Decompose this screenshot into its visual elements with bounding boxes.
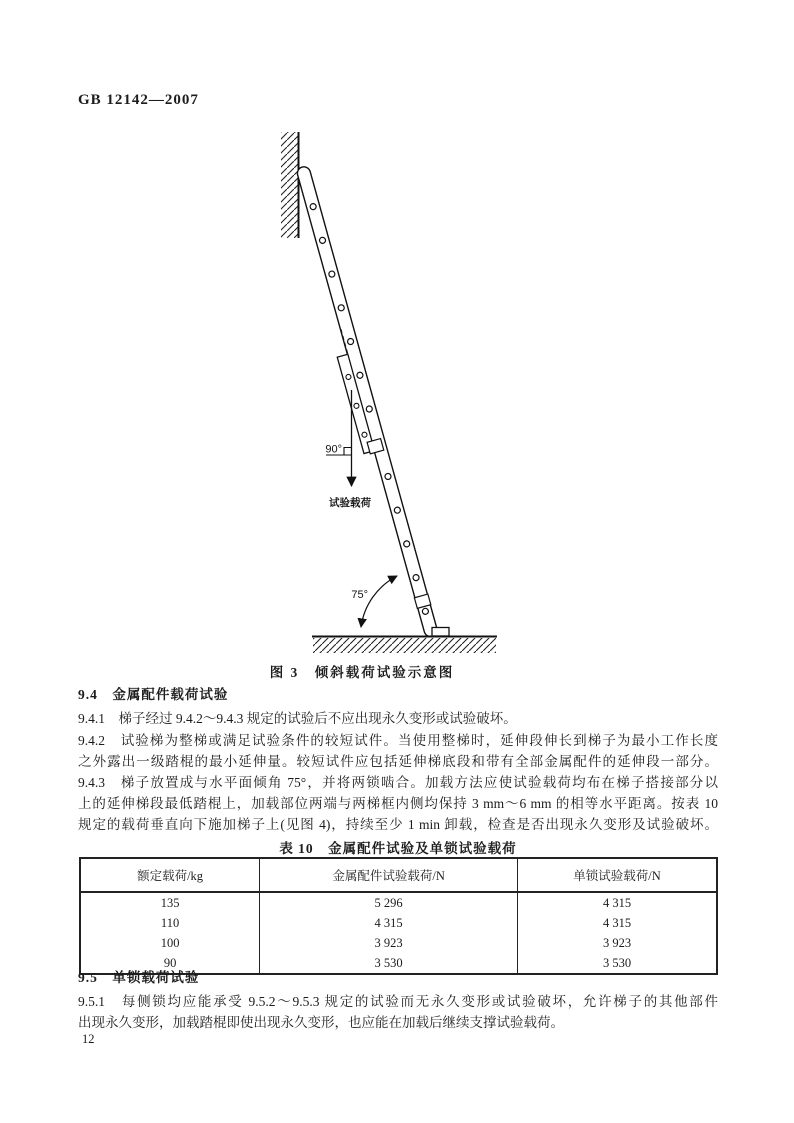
col-header-rated-load: 额定载荷/kg (80, 858, 260, 892)
col-header-single-lock-load: 单锁试验载荷/N (518, 858, 717, 892)
cell-single-lock-load: 3 530 (518, 953, 717, 974)
table-row (80, 892, 717, 913)
table-row (80, 933, 717, 953)
clause-9-5-1-line-2: 出现永久变形，加载踏棍即使出现永久变形，也应能在加载后继续支撑试验载荷。 (78, 1015, 564, 1030)
figure-caption: 图 3 倾斜载荷试验示意图 (269, 665, 455, 680)
load-table (79, 857, 718, 975)
clause-9-5-1-line-1: 9.5.1 每侧锁均应能承受 9.5.2～9.5.3 规定的试验而无永久变形或试验破坏，允许梯子的其他部件 (78, 994, 718, 1009)
ground-hatching (313, 638, 496, 653)
section-9-4-heading: 9.4 金属配件载荷试验 (78, 687, 229, 702)
cell-metal-fitting-load: 3 530 (260, 953, 518, 974)
cell-single-lock-load: 3 923 (518, 933, 717, 953)
cell-single-lock-load: 4 315 (518, 892, 717, 913)
cell-rated-load: 90 (80, 953, 260, 974)
cell-rated-load: 100 (80, 933, 260, 953)
clause-9-4-3-line-2: 上的延伸梯段最低踏棍上，加载部位两端与两梯框内侧均保持 3 mm～6 mm 的相等水平距离。按表 10 (78, 796, 718, 811)
angle-75-label: 75° (351, 589, 368, 601)
section-9-5-heading: 9.5 单锁载荷试验 (78, 970, 200, 985)
clause-9-4-1 (78, 708, 718, 729)
clause-9-4-3-line-3: 规定的载荷垂直向下施加梯子上(见图 4)，持续至少 1 min 卸载，检查是否出现永久变形及试验破坏。 (78, 817, 718, 832)
cell-single-lock-load: 4 315 (518, 913, 717, 933)
test-load-label: 试验载荷 (329, 497, 371, 509)
ladder-main-section (295, 165, 439, 638)
clause-9-4-2-line-1: 9.4.2 试验梯为整梯或满足试验条件的较短试件。当使用整梯时，延伸段伸长到梯子为最小工作长度 (78, 733, 718, 748)
right-angle-mark (344, 448, 352, 456)
clause-9-4-3 (78, 772, 718, 835)
cell-rated-load: 110 (80, 913, 260, 933)
angle-arc (361, 576, 397, 627)
angle-90-label: 90° (325, 443, 342, 456)
page-number: 12 (82, 1032, 95, 1046)
cell-metal-fitting-load: 4 315 (260, 913, 518, 933)
cell-metal-fitting-load: 5 296 (260, 892, 518, 913)
load-arrow (326, 390, 352, 486)
col-header-metal-fitting-load: 金属配件试验载荷/N (260, 858, 518, 892)
figure-inclined-load-test (230, 125, 530, 670)
cell-metal-fitting-load: 3 923 (260, 933, 518, 953)
clause-9-4-3-line-1: 9.4.3 梯子放置成与水平面倾角 75°，并将两锁啮合。加载方法应使试验载荷均布在梯子搭接部分以 (78, 775, 718, 790)
cell-rated-load: 135 (80, 892, 260, 913)
clause-9-4-2-line-2: 之外露出一级踏棍的最小延伸量。较短试件应包括延伸梯底段和带有全部金属配件的延伸段一部分。 (78, 754, 718, 769)
table-header-row (80, 858, 717, 892)
clause-9-4-1-line-1: 9.4.1 梯子经过 9.4.2～9.4.3 规定的试验后不应出现永久变形或试验破坏。 (78, 711, 517, 726)
wall-hatching (281, 132, 298, 238)
clause-9-5-1 (78, 991, 718, 1033)
standard-number: GB 12142—2007 (78, 92, 199, 108)
table-row (80, 913, 717, 933)
table-title: 表 10 金属配件试验及单锁试验载荷 (279, 841, 517, 856)
ladder-foot-block (432, 628, 449, 637)
clause-9-4-2 (78, 730, 718, 772)
